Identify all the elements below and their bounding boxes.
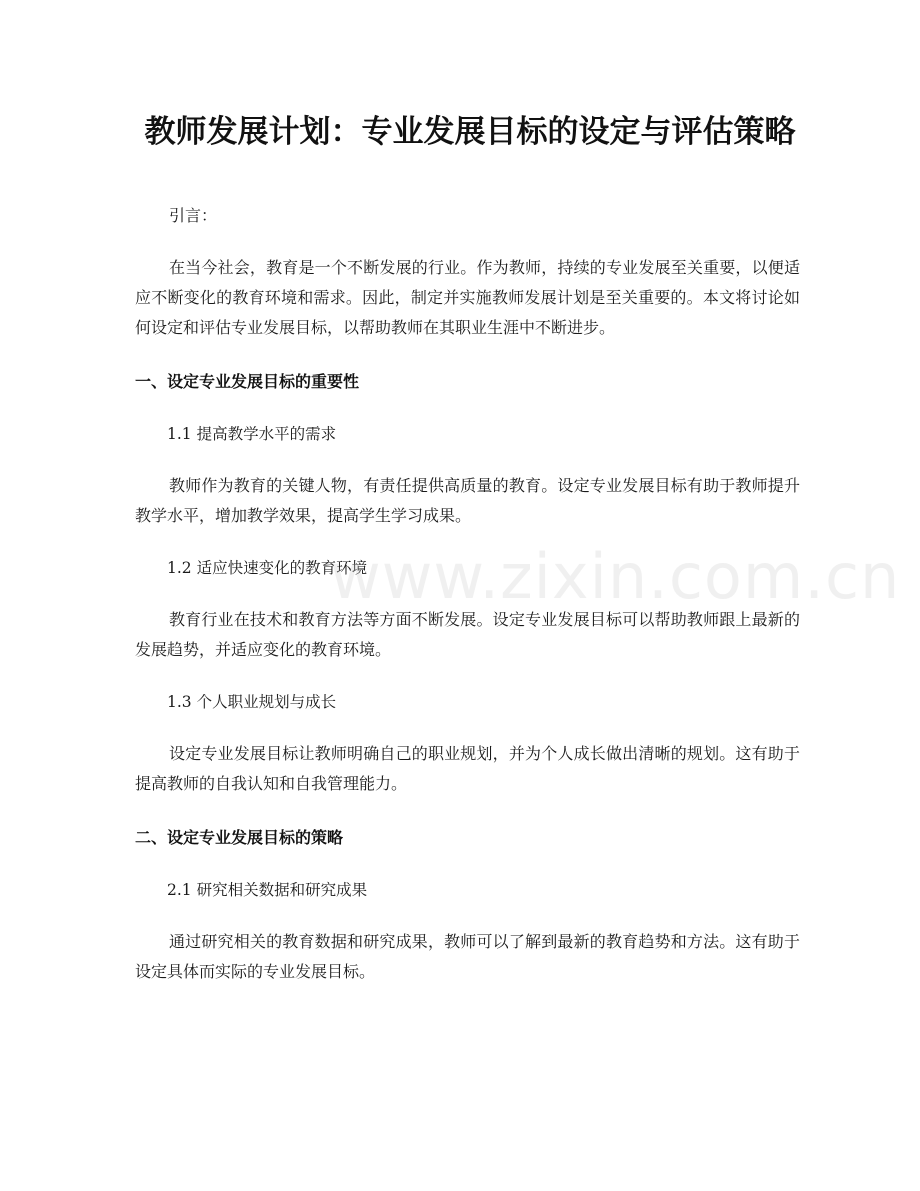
- subsection-2-1-paragraph: 通过研究相关的教育数据和研究成果，教师可以了解到最新的教育趋势和方法。这有助于设定具体而实际的专业发展目标。: [135, 932, 800, 981]
- subsection-2-1-heading: 2.1 研究相关数据和研究成果: [167, 881, 368, 899]
- subsection-1-1-paragraph: 教师作为教育的关键人物，有责任提供高质量的教育。设定专业发展目标有助于教师提升教学水平，增加教学效果，提高学生学习成果。: [135, 476, 800, 525]
- subsection-1-1-heading: 1.1 提高教学水平的需求: [167, 425, 337, 443]
- intro-paragraph: 在当今社会，教育是一个不断发展的行业。作为教师，持续的专业发展至关重要，以便适应不断变化的教育环境和需求。因此，制定并实施教师发展计划是至关重要的。本文将讨论如何设定和评估专业发展目标，以帮助教师在其职业生涯中不断进步。: [135, 258, 800, 337]
- document-title: 教师发展计划：专业发展目标的设定与评估策略: [144, 114, 796, 150]
- intro-label: 引言：: [169, 206, 218, 225]
- section-1-heading: 一、设定专业发展目标的重要性: [135, 372, 360, 391]
- subsection-1-2-heading: 1.2 适应快速变化的教育环境: [167, 559, 368, 577]
- subsection-1-3-paragraph: 设定专业发展目标让教师明确自己的职业规划，并为个人成长做出清晰的规划。这有助于提高教师的自我认知和自我管理能力。: [135, 744, 800, 793]
- subsection-1-2-paragraph: 教育行业在技术和教育方法等方面不断发展。设定专业发展目标可以帮助教师跟上最新的发展趋势，并适应变化的教育环境。: [135, 610, 800, 659]
- section-2-heading: 二、设定专业发展目标的策略: [135, 828, 344, 847]
- subsection-1-3-heading: 1.3 个人职业规划与成长: [167, 693, 337, 711]
- watermark: www.zixin.com.cn: [330, 540, 901, 613]
